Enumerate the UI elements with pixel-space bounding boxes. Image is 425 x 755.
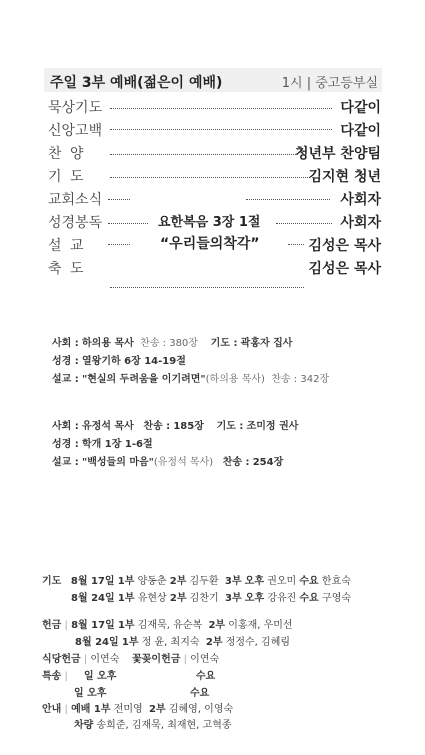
special-song-label: 특송 | [42, 671, 68, 682]
leader-dots [288, 244, 304, 245]
order-label: 설 교 [48, 238, 86, 254]
scripture-reference: 요한복음 3장 1절 [158, 215, 261, 230]
special-song-row2-b: 수요 [190, 688, 210, 699]
leader-dots [110, 129, 332, 130]
week1-line1: 사회 : 하의용 목사 찬송 : 380장 기도 : 곽홍자 집사 [52, 338, 293, 349]
order-value: 사회자 [340, 192, 381, 208]
order-value: 다같이 [340, 123, 381, 139]
order-label: 찬 양 [48, 146, 86, 162]
leader-dots [110, 177, 310, 178]
service-place: 1시 | 중고등부실 [281, 76, 378, 91]
week2-line2: 성경 : 학개 1장 1-6절 [52, 439, 153, 450]
week2-line1: 사회 : 유정석 목사 찬송 : 185장 기도 : 조미정 권사 [52, 421, 299, 432]
week2-line3: 설교 : "백성들의 마음"(유정석 목사) 찬송 : 254장 [52, 457, 284, 468]
order-value: 다같이 [340, 100, 381, 116]
order-label: 축 도 [48, 261, 86, 277]
leader-dots [276, 223, 332, 224]
order-value: 청년부 찬양팀 [294, 146, 381, 162]
special-song-row1-a: 일 오후 [84, 671, 117, 682]
guide-row: 차량 송희준, 김재묵, 최재현, 고혁종 [74, 720, 232, 731]
leader-dots [110, 287, 304, 288]
special-song-row2-a: 일 오후 [74, 688, 107, 699]
order-label: 묵상기도 [48, 100, 103, 116]
order-value: 김지현 청년 [308, 169, 381, 185]
guide-row: 안내 | 예배 1부 전미영 2부 김혜영, 이영숙 [42, 704, 234, 715]
service-title: 주일 3부 예배(젊은이 예배) [50, 75, 223, 91]
order-label: 교회소식 [48, 192, 103, 208]
leader-dots [246, 199, 330, 200]
offering-row: 8월 24일 1부 정 윤, 최지숙 2부 정정수, 김혜림 [75, 637, 291, 648]
order-label: 신앙고백 [48, 123, 103, 139]
order-label: 성경봉독 [48, 215, 103, 231]
offering-row: 헌금 | 8월 17일 1부 김재묵, 유순복 2부 이홍재, 우미선 [42, 620, 293, 631]
prayer-row: 기도 8월 17일 1부 양동춘 2부 김두환 3부 오후 권오미 수요 한효숙 [42, 576, 351, 587]
order-value: 사회자 [340, 215, 381, 231]
leader-dots [110, 154, 298, 155]
leader-dots [108, 223, 148, 224]
dining-flower-row: 식당헌금 | 이연숙 꽃꽂이헌금 | 이연숙 [42, 654, 220, 665]
leader-dots [108, 244, 130, 245]
prayer-row: 8월 24일 1부 유현상 2부 김찬기 3부 오후 강유진 수요 구영숙 [71, 593, 352, 604]
leader-dots [110, 108, 332, 109]
week1-line3: 설교 : "현실의 두려움을 이기려면"(하의용 목사) 찬송 : 342장 [52, 374, 330, 385]
order-value: 김성은 목사 [308, 261, 381, 277]
sermon-title: “우리들의착각” [160, 236, 260, 252]
order-value: 김성은 목사 [308, 238, 381, 254]
service-header [44, 68, 382, 92]
week1-line2: 성경 : 열왕기하 6장 14-19절 [52, 356, 186, 367]
special-song-row1-b: 수요 [196, 671, 216, 682]
leader-dots [108, 199, 130, 200]
order-label: 기 도 [48, 169, 86, 185]
